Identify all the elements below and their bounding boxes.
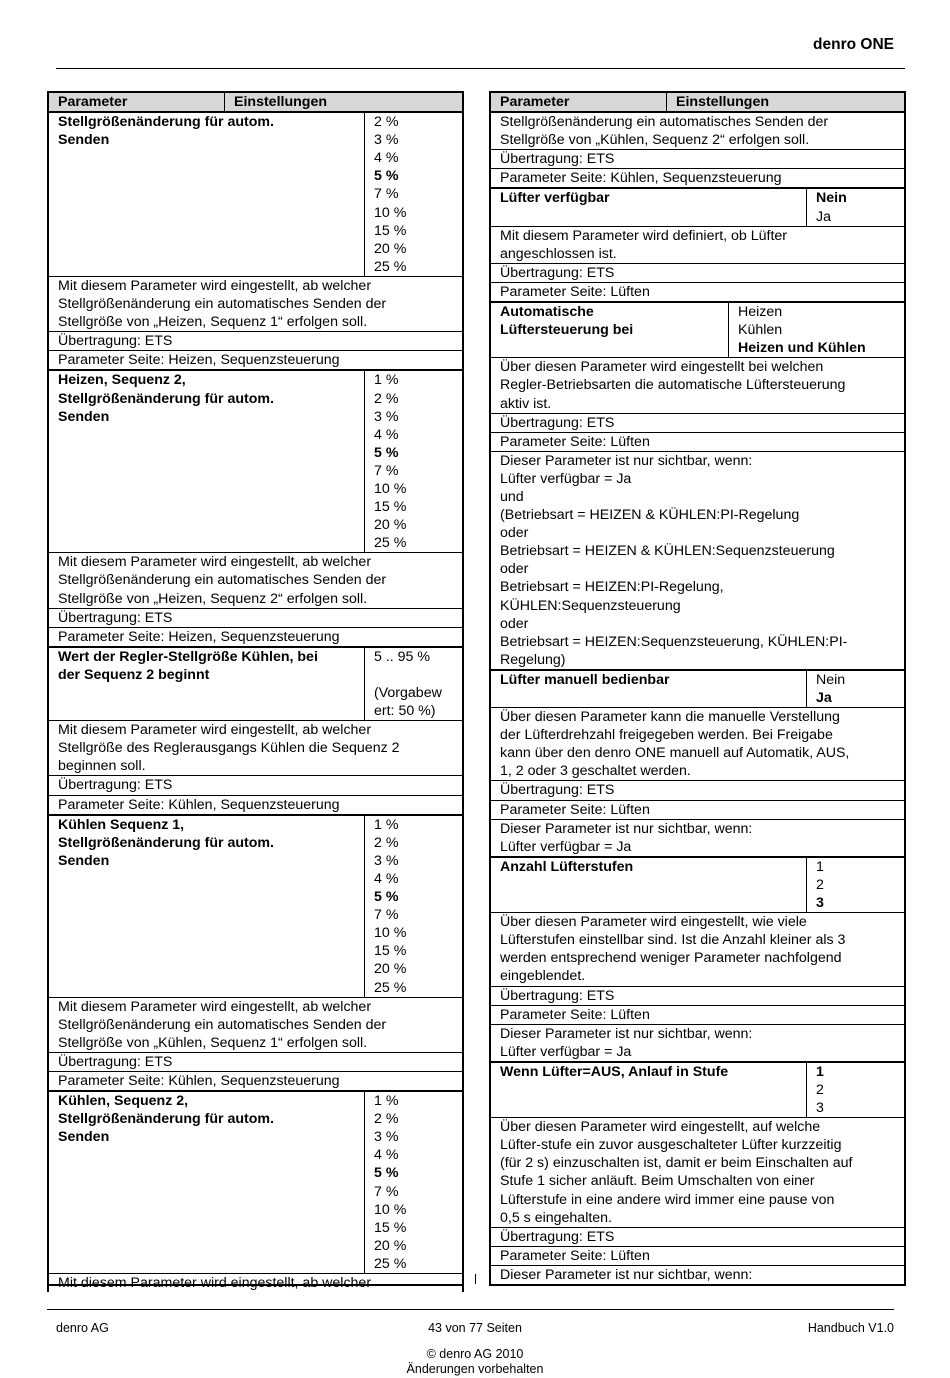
header-parameter: Parameter <box>49 93 225 111</box>
default-option: 5 % <box>374 168 399 185</box>
param-options: 1 2 3 <box>806 1063 904 1117</box>
param-page: Parameter Seite: Kühlen, Sequenzsteuerung <box>49 795 462 814</box>
param-name: Lüfter verfügbar <box>500 190 610 207</box>
param-row <box>49 369 462 552</box>
param-name: Anzahl Lüfterstufen <box>500 858 634 875</box>
footer-divider <box>47 1309 894 1310</box>
param-name: Kühlen, Sequenz 2, Stellgrößenänderung für autom. Senden <box>58 1093 274 1146</box>
footer-copyright: © denro AG 2010 <box>426 1347 524 1361</box>
param-transfer: Übertragung: ETS <box>49 1052 462 1071</box>
param-page: Parameter Seite: Kühlen, Sequenzsteuerung <box>491 168 904 187</box>
default-option: 3 <box>816 895 824 912</box>
param-page: Parameter Seite: Heizen, Sequenzsteuerung <box>49 627 462 646</box>
param-description: Mit diesem Parameter wird eingestellt, ab welcher Stellgrößenänderung ein automatisches Senden der Stellgröße von „Heizen, Sequenz 2“ erfolgen soll. <box>49 552 462 607</box>
parameter-table-right <box>489 91 906 1286</box>
param-transfer: Übertragung: ETS <box>491 780 904 799</box>
param-row <box>49 113 462 276</box>
param-options: Nein Ja <box>806 671 904 707</box>
param-name: Kühlen Sequenz 1, Stellgrößenänderung für autom. Senden <box>58 816 274 869</box>
param-transfer: Übertragung: ETS <box>491 263 904 282</box>
param-description: Mit diesem Parameter wird definiert, ob Lüfter angeschlossen ist. <box>491 226 904 263</box>
param-options: 1 % 2 % 3 % 4 % 5 % 7 % 10 % 15 % 20 % 25 % <box>364 816 462 997</box>
param-page: Parameter Seite: Lüften <box>491 800 904 819</box>
footer-rights: Änderungen vorbehalten <box>406 1362 544 1376</box>
param-transfer: Übertragung: ETS <box>491 1227 904 1246</box>
param-page: Parameter Seite: Lüften <box>491 432 904 451</box>
param-transfer: Übertragung: ETS <box>491 413 904 432</box>
param-description: Mit diesem Parameter wird eingestellt, ab welcher Stellgrößenänderung ein automatisches Senden der Stellgröße von „Heizen, Sequenz 1“ erfolgen soll. <box>49 276 462 331</box>
param-description: Über diesen Parameter wird eingestellt, auf welche Lüfter-stufe ein zuvor ausgeschalteter Lüfter kurzzeitig (für 2 s) einzuschalten ist, damit er beim Einschalten auf Stufe 1 sicher anläuft. Beim Umschalten von einer Lüfterstufe in eine andere wird immer eine pause von 0,5 s eingehalten. <box>491 1117 904 1227</box>
param-name: Wenn Lüfter=AUS, Anlauf in Stufe <box>500 1063 729 1080</box>
default-option: Nein <box>816 190 847 207</box>
default-option: 5 % <box>374 444 399 461</box>
param-description: Über diesen Parameter kann die manuelle Verstellung der Lüfterdrehzahl freigegeben werden. Bei Freigabe kann über den denro ONE manuell auf Automatik, AUS, 1, 2 oder 3 geschaltet werden. <box>491 707 904 780</box>
param-options: 2 % 3 % 4 % 5 % 7 % 10 % 15 % 20 % 25 % <box>364 113 462 276</box>
param-name: Stellgrößenänderung für autom. Senden <box>58 114 274 149</box>
parameter-table-left <box>47 91 464 1292</box>
header-brand: denro ONE <box>813 36 894 53</box>
param-row <box>491 187 904 225</box>
default-option: 5 % <box>374 1165 399 1182</box>
header-settings: Einstellungen <box>676 94 770 110</box>
param-visibility-condition: Dieser Parameter ist nur sichtbar, wenn: Lüfter verfügbar = Ja und (Betriebsart = HEIZEN & KÜHLEN:PI-Regelung oder Betriebsart = HEIZEN & KÜHLEN:Sequenzsteuerung oder Betriebsart = HEIZEN:PI-Regelung, KÜHLEN:Sequenzsteuerung oder Betriebsart = HEIZEN:Sequenzsteuerung, KÜHLEN:PI- Regelung) <box>491 451 904 669</box>
table-header <box>49 91 462 113</box>
table-header <box>491 91 904 113</box>
param-page: Parameter Seite: Lüften <box>491 1246 904 1265</box>
param-description: Über diesen Parameter wird eingestellt, wie viele Lüfterstufen einstellbar sind. Ist die Anzahl kleiner als 3 werden entsprechend weniger Parameter nachfolgend eingeblendet. <box>491 912 904 985</box>
param-page: Parameter Seite: Lüften <box>491 1005 904 1024</box>
default-option: 1 <box>816 1063 824 1080</box>
default-option: 5 % <box>374 889 399 906</box>
header-divider <box>56 68 905 69</box>
param-page: Parameter Seite: Lüften <box>491 282 904 301</box>
param-row <box>491 1061 904 1117</box>
param-row <box>491 301 904 357</box>
param-visibility-condition: Dieser Parameter ist nur sichtbar, wenn: Lüfter verfügbar = Ja <box>491 1024 904 1061</box>
default-option: Ja <box>816 690 832 706</box>
param-options: 1 % 2 % 3 % 4 % 5 % 7 % 10 % 15 % 20 % 25 % <box>364 371 462 552</box>
param-row <box>491 669 904 707</box>
column-separator <box>475 1274 476 1284</box>
param-name: Automatische Lüftersteuerung bei <box>500 304 634 339</box>
param-transfer: Übertragung: ETS <box>491 149 904 168</box>
param-description: Mit diesem Parameter wird eingestellt, ab welcher <box>49 1273 462 1292</box>
param-options: 1 % 2 % 3 % 4 % 5 % 7 % 10 % 15 % 20 % 25 % <box>364 1092 462 1273</box>
param-row <box>491 856 904 912</box>
footer-page-info: 43 von 77 Seiten <box>428 1321 522 1335</box>
param-page: Parameter Seite: Kühlen, Sequenzsteuerung <box>49 1071 462 1090</box>
param-transfer: Übertragung: ETS <box>49 775 462 794</box>
header-settings: Einstellungen <box>234 94 328 110</box>
footer-manual-version: Handbuch V1.0 <box>807 1321 894 1335</box>
param-transfer: Übertragung: ETS <box>49 331 462 350</box>
param-page: Parameter Seite: Heizen, Sequenzsteuerung <box>49 350 462 369</box>
param-row <box>49 814 462 997</box>
param-description: Mit diesem Parameter wird eingestellt, ab welcher Stellgrößenänderung ein automatisches Senden der Stellgröße von „Kühlen, Sequenz 1“ erfolgen soll. <box>49 997 462 1052</box>
param-name: Heizen, Sequenz 2, Stellgrößenänderung für autom. Senden <box>58 372 274 425</box>
param-transfer: Übertragung: ETS <box>49 608 462 627</box>
param-name: Lüfter manuell bedienbar <box>500 671 670 688</box>
param-row <box>49 1090 462 1273</box>
param-visibility-condition: Dieser Parameter ist nur sichtbar, wenn: Lüfter verfügbar = Ja <box>491 819 904 856</box>
param-options: 5 .. 95 % (Vorgabew ert: 50 %) <box>364 648 462 720</box>
param-options: Nein Ja <box>806 189 904 225</box>
param-visibility-condition: Dieser Parameter ist nur sichtbar, wenn: <box>491 1265 904 1284</box>
param-description: Mit diesem Parameter wird eingestellt, ab welcher Stellgröße des Reglerausgangs Kühlen die Sequenz 2 beginnen soll. <box>49 720 462 775</box>
footer-company: denro AG <box>56 1321 109 1335</box>
table-bottom-border-right <box>491 1284 904 1286</box>
table-bottom-border-left <box>47 1284 464 1286</box>
default-option: Heizen und Kühlen <box>738 340 866 357</box>
param-options: 1 2 3 <box>806 858 904 912</box>
param-transfer: Übertragung: ETS <box>491 986 904 1005</box>
param-options: Heizen Kühlen Heizen und Kühlen <box>728 303 904 357</box>
header-parameter: Parameter <box>491 93 667 111</box>
param-description: Über diesen Parameter wird eingestellt bei welchen Regler-Betriebsarten die automatische Lüftersteuerung aktiv ist. <box>491 357 904 412</box>
param-row <box>49 646 462 720</box>
param-name: Wert der Regler-Stellgröße Kühlen, bei der Sequenz 2 beginnt <box>58 648 318 683</box>
param-description: Stellgrößenänderung ein automatisches Senden der Stellgröße von „Kühlen, Sequenz 2“ erfolgen soll. <box>500 114 829 149</box>
